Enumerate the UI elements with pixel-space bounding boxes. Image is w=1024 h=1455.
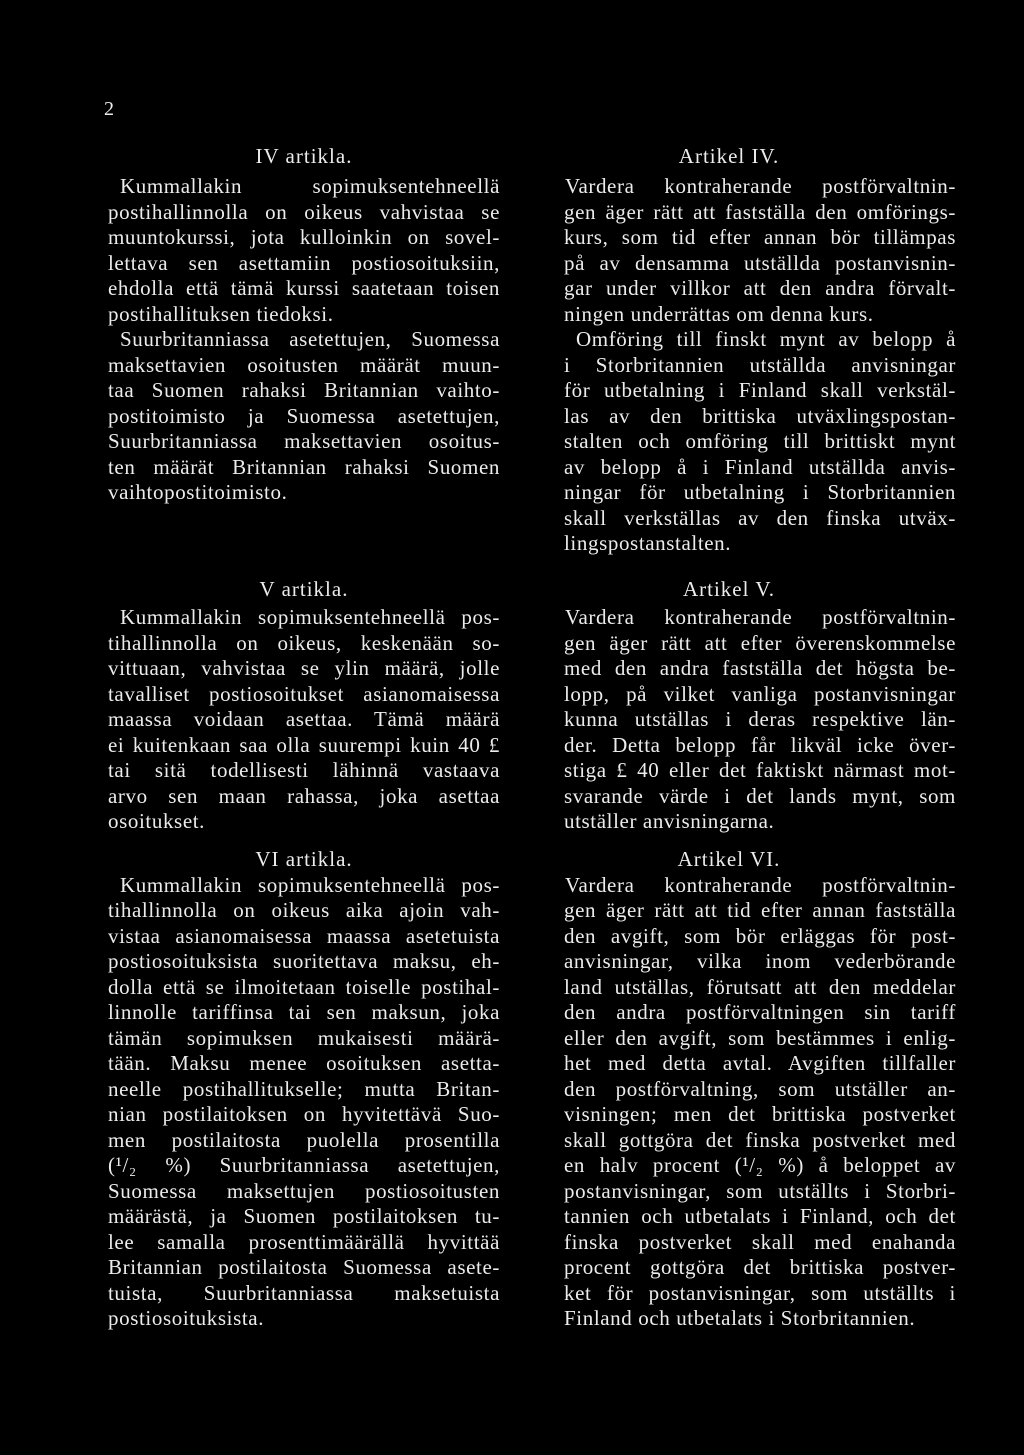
paragraph <box>108 605 500 835</box>
text-line: arvo sen maan rahassa, joka asettaa <box>108 783 500 808</box>
finnish-column <box>108 144 500 506</box>
text-line: gen äger rätt att fastställa den omförings- <box>564 199 956 224</box>
finnish-column <box>108 577 500 835</box>
text-line: linnolle tariffinsa tai sen maksun, joka <box>108 1000 500 1024</box>
text-line: Britannian postilaitosta Suomessa asete- <box>108 1255 500 1279</box>
paragraph <box>108 174 500 327</box>
text-line: skall verkställas av den finska utväx- <box>564 505 956 530</box>
text-line: av belopp å i Finland utställda anvis- <box>564 454 956 479</box>
text-line: den andra postförvaltningen sin tariff <box>564 1000 956 1024</box>
paragraph <box>108 873 500 1332</box>
text-line: den postförvaltning, som utställer an- <box>564 1076 956 1101</box>
article-body-fi <box>108 873 500 1332</box>
text-line: utställer anvisningarna. <box>564 809 775 833</box>
paragraph <box>564 605 956 835</box>
text-line: postiosoituksista. <box>108 1306 265 1330</box>
page-number: 2 <box>104 98 114 120</box>
text-line: tavalliset postiosoitukset asianomaisessa <box>108 681 500 706</box>
text-line: maassa voidaan asettaa. Tämä määrä <box>108 707 500 731</box>
article-body-sv <box>564 605 956 835</box>
text-line: tämän sopimuksen mukaisesti määrä- <box>108 1025 500 1050</box>
text-line: Kummallakin sopimuksentehneellä pos- <box>120 605 500 629</box>
text-line: postihallituksen tiedoksi. <box>108 301 334 326</box>
text-line: het med detta avtal. Avgiften tillfaller <box>564 1051 956 1075</box>
text-line: Vardera kontraherande postförvaltnin- <box>565 174 956 198</box>
text-line: määrästä, ja Suomen postilaitoksen tu- <box>108 1204 500 1228</box>
text-line: kunna utställas i deras respektive län- <box>564 707 956 731</box>
text-line: i Storbritannien utställda anvisningar <box>564 352 956 377</box>
text-line: för utbetalning i Finland skall verkstäl- <box>564 378 956 402</box>
text-line: der. Detta belopp får likväl icke över- <box>564 732 956 757</box>
text-line: nian postilaitoksen on hyvitettävä Suo- <box>108 1102 500 1126</box>
text-line: gar under villkor att den andra förvalt- <box>564 276 956 300</box>
text-line: maksettavien osoitusten määrät muun- <box>108 352 500 377</box>
text-line: anvisningar, vilka inom vederbörande <box>564 949 956 973</box>
text-line: men postilaitosta puolella prosentilla <box>108 1127 500 1152</box>
text-line: dolla että se ilmoitetaan toiselle postihal- <box>108 974 500 999</box>
text-line: eller den avgift, som bestämmes i enlig- <box>564 1025 956 1050</box>
article-heading-sv: Artikel IV. <box>678 144 780 168</box>
text-line: postanvisningar, som utställts i Storbri- <box>564 1178 956 1203</box>
article-heading-sv: Artikel VI. <box>677 847 781 871</box>
text-line: Finland och utbetalats i Storbritannien. <box>564 1306 916 1330</box>
text-line: den avgift, som bör erläggas för post- <box>564 923 956 948</box>
text-line: på av densamma utställda postanvisnin- <box>564 250 956 275</box>
text-line: Kummallakin sopimuksentehneellä <box>120 174 500 198</box>
text-line: las av den brittiska utväxlingspostan- <box>564 403 956 428</box>
text-line: gen äger rätt att tid efter annan fastställa <box>564 898 956 922</box>
article-body-fi <box>108 174 500 506</box>
text-line: tai sitä todellisesti lähinnä vastaava <box>108 758 500 782</box>
text-line: neelle postihallitukselle; mutta Britan- <box>108 1076 500 1101</box>
swedish-column <box>564 144 956 557</box>
text-line: Suurbritanniassa asetettujen, Suomessa <box>120 327 500 351</box>
article-heading-fi: IV artikla. <box>255 144 353 168</box>
text-line: procent gottgöra det brittiska postver- <box>564 1255 956 1279</box>
paragraph <box>564 873 956 1332</box>
text-line: ten määrät Britannian rahaksi Suomen <box>108 454 500 479</box>
text-line: postihallinnolla on oikeus vahvistaa se <box>108 199 500 224</box>
text-line: Suurbritanniassa maksettavien osoitus- <box>108 429 500 453</box>
text-line: tään. Maksu menee osoituksen asetta- <box>108 1051 500 1075</box>
text-line: tuista, Suurbritanniassa maksetuista <box>108 1280 500 1305</box>
article-body-sv <box>564 174 956 557</box>
swedish-column <box>564 577 956 835</box>
text-line: lopp, på vilket vanliga postanvisningar <box>564 681 956 706</box>
text-line: vistaa asianomaisessa maassa asetetuista <box>108 923 500 948</box>
text-line: Kummallakin sopimuksentehneellä pos- <box>120 872 500 897</box>
article-body-fi <box>108 605 500 835</box>
text-line: kurs, som tid efter annan bör tillämpas <box>564 225 956 249</box>
text-line: stiga £ 40 eller det faktiskt närmast mot- <box>564 758 956 782</box>
text-line: Omföring till finskt mynt av belopp å <box>576 327 956 351</box>
text-line: visningen; men det brittiska postverket <box>564 1102 956 1126</box>
swedish-column <box>564 847 956 1332</box>
text-line: ningen underrättas om denna kurs. <box>564 301 874 326</box>
text-line: lettava sen asettamiin postiosoituksiin, <box>108 250 500 275</box>
text-line: vittuaan, vahvistaa se ylin määrä, jolle <box>108 656 500 680</box>
text-line: finska postverket skall med enahanda <box>564 1229 956 1254</box>
text-line: ei kuitenkaan saa olla suurempi kuin 40 £ <box>108 732 500 757</box>
text-line: gen äger rätt att efter överenskommelse <box>564 630 956 655</box>
text-line: Vardera kontraherande postförvaltnin- <box>565 605 956 629</box>
text-line: tannien och utbetalats i Finland, och det <box>564 1204 956 1228</box>
article-body-sv <box>564 873 956 1332</box>
text-line: vaihtopostitoimisto. <box>108 480 288 504</box>
article-heading-fi: V artikla. <box>259 577 349 601</box>
paragraph <box>564 174 956 327</box>
text-line: postiosoituksista suoritettava maksu, eh- <box>108 949 500 973</box>
text-line: ehdolla että tämä kurssi saatetaan toisen <box>108 276 500 300</box>
text-line: tihallinnolla on oikeus, keskenään so- <box>108 630 500 655</box>
text-line: lee samalla prosenttimäärällä hyvittää <box>108 1229 500 1254</box>
text-line: land utställas, förutsatt att den meddelar <box>564 974 956 999</box>
finnish-column <box>108 847 500 1332</box>
text-line: med den andra fastställa det högsta be- <box>564 656 956 680</box>
text-line: (¹/₂ %) Suurbritanniassa asetettujen, <box>108 1153 500 1177</box>
text-line: lingspostanstalten. <box>564 531 732 555</box>
text-line: stalten och omföring till brittiskt mynt <box>564 429 956 453</box>
text-line: skall gottgöra det finska postverket med <box>564 1127 956 1152</box>
text-line: Suomessa maksettujen postiosoitusten <box>108 1178 500 1203</box>
text-line: taa Suomen rahaksi Britannian vaihto- <box>108 378 500 402</box>
text-line: en halv procent (¹/₂ %) å beloppet av <box>564 1153 956 1177</box>
text-line: Vardera kontraherande postförvaltnin- <box>565 872 956 897</box>
paragraph <box>108 327 500 506</box>
text-line: ket för postanvisningar, som utställts i <box>564 1280 956 1305</box>
text-line: muuntokurssi, jota kulloinkin on sovel- <box>108 225 500 249</box>
text-line: osoitukset. <box>108 809 206 833</box>
text-line: postitoimisto ja Suomessa asetettujen, <box>108 403 500 428</box>
text-line: svarande värde i det lands mynt, som <box>564 783 956 808</box>
article-heading-sv: Artikel V. <box>682 577 776 601</box>
text-line: tihallinnolla on oikeus aika ajoin vah- <box>108 898 500 922</box>
text-line: ningar för utbetalning i Storbritannien <box>564 480 956 504</box>
paragraph <box>564 327 956 557</box>
article-heading-fi: VI artikla. <box>255 847 353 871</box>
